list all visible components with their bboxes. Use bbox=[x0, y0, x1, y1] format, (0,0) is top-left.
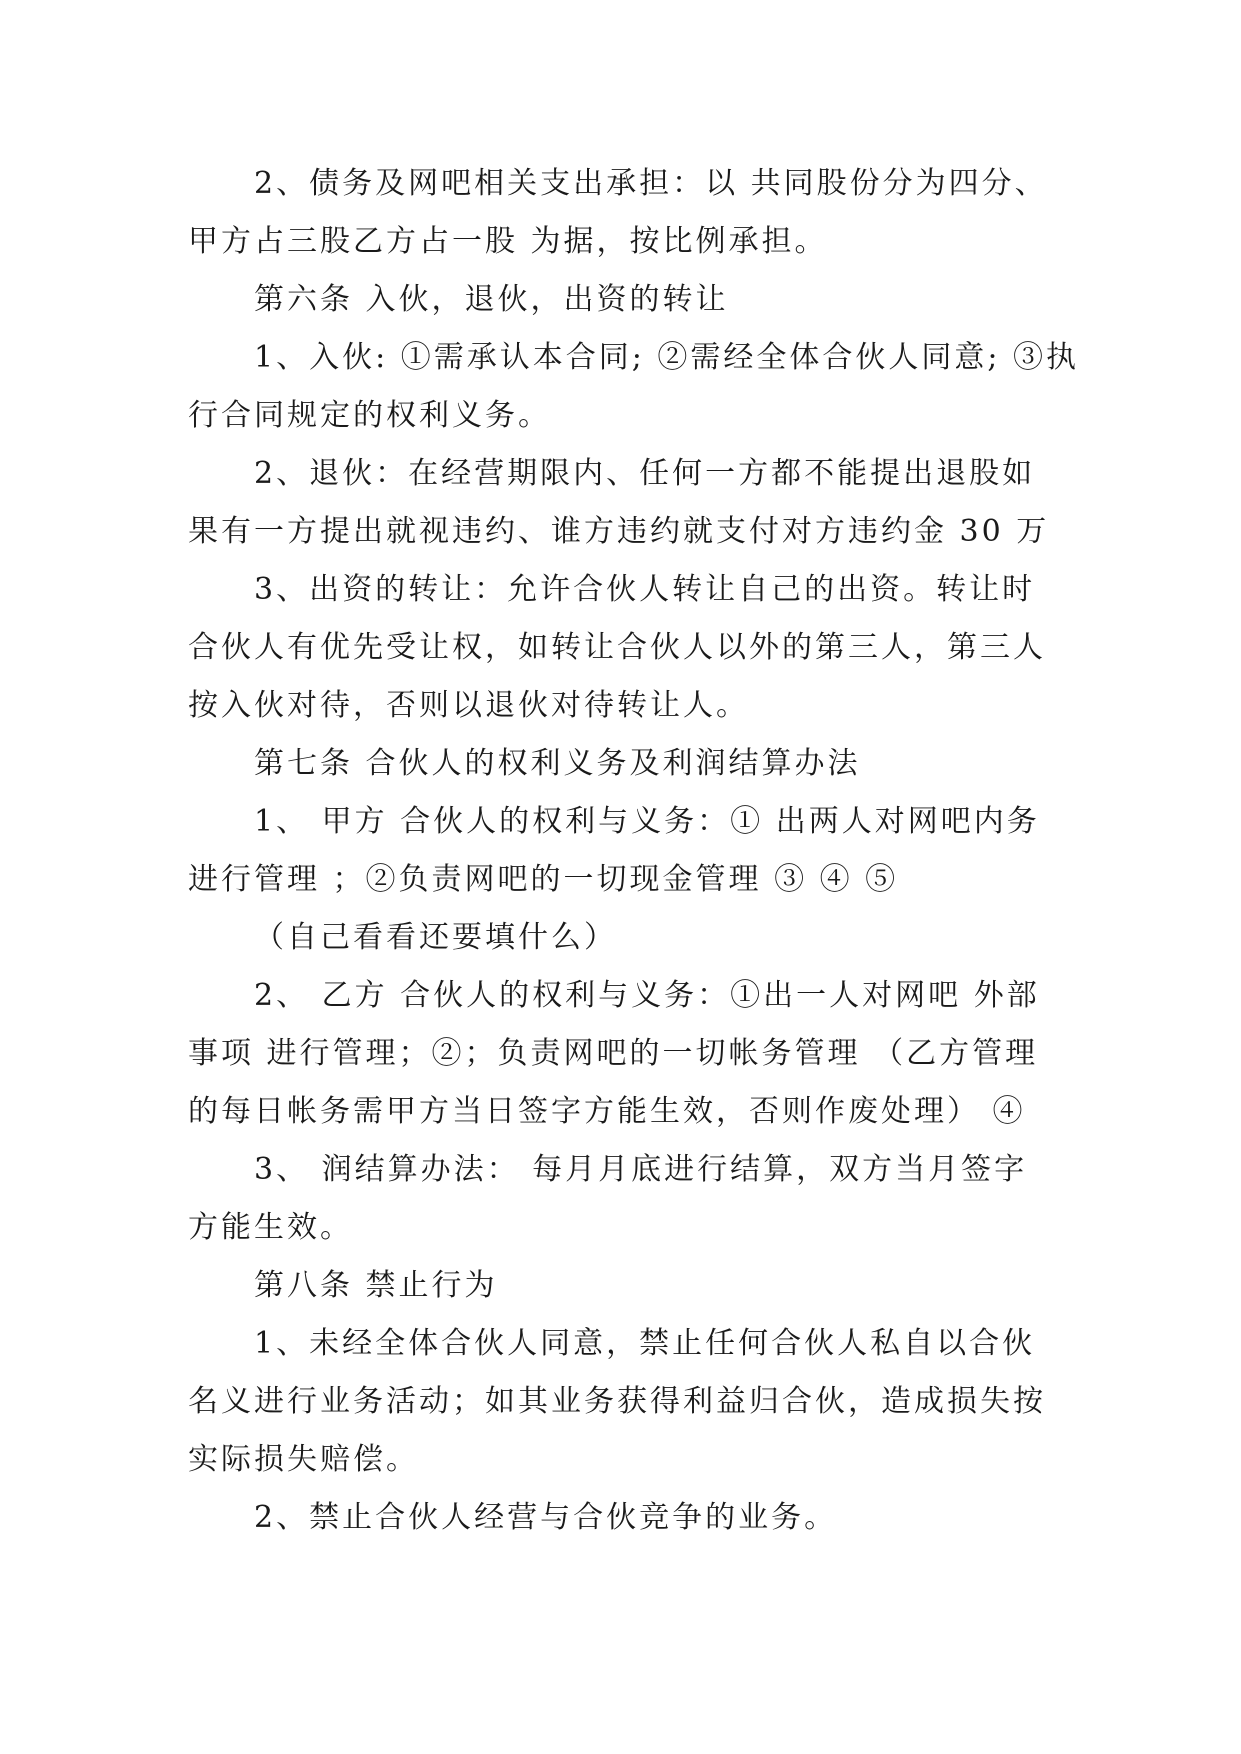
text-line-24: 2、禁止合伙人经营与合伙竞争的业务。 bbox=[254, 1500, 838, 1535]
text-line-2: 甲方占三股乙方占一股 为据，按比例承担。 bbox=[188, 224, 828, 259]
text-line-15: 2、 乙方 合伙人的权利与义务：①出一人对网吧 外部 bbox=[254, 978, 1040, 1013]
text-line-19: 方能生效。 bbox=[188, 1210, 353, 1245]
text-line-6: 2、退伙：在经营期限内、任何一方都不能提出退股如 bbox=[254, 456, 1036, 491]
text-line-21: 1、未经全体合伙人同意，禁止任何合伙人私自以合伙 bbox=[254, 1326, 1036, 1361]
section-heading-6: 第六条 入伙，退伙，出资的转让 bbox=[254, 282, 729, 317]
text-line-18: 3、 润结算办法： 每月月底进行结算，双方当月签字 bbox=[254, 1152, 1028, 1187]
text-line-7: 果有一方提出就视违约、谁方违约就支付对方违约金 30 万 bbox=[188, 514, 1050, 549]
text-line-14: （自己看看还要填什么） bbox=[254, 920, 617, 955]
text-line-9: 合伙人有优先受让权，如转让合伙人以外的第三人，第三人 bbox=[188, 630, 1046, 665]
text-line-5: 行合同规定的权利义务。 bbox=[188, 398, 551, 433]
text-line-8: 3、出资的转让：允许合伙人转让自己的出资。转让时 bbox=[254, 572, 1036, 607]
text-line-22: 名义进行业务活动；如其业务获得利益归合伙，造成损失按 bbox=[188, 1384, 1046, 1419]
text-line-16: 事项 进行管理；②；负责网吧的一切帐务管理 （乙方管理 bbox=[188, 1036, 1039, 1071]
text-line-10: 按入伙对待，否则以退伙对待转让人。 bbox=[188, 688, 749, 723]
text-line-17: 的每日帐务需甲方当日签字方能生效，否则作废处理） ④ bbox=[188, 1094, 1026, 1129]
text-line-1: 2、债务及网吧相关支出承担：以 共同股份分为四分、 bbox=[254, 166, 1048, 201]
text-line-13: 进行管理 ；②负责网吧的一切现金管理 ③ ④ ⑤ bbox=[188, 862, 899, 897]
text-line-4: 1、入伙: ①需承认本合同; ②需经全体合伙人同意; ③执 bbox=[254, 340, 1080, 375]
section-heading-8: 第八条 禁止行为 bbox=[254, 1268, 498, 1303]
section-heading-7: 第七条 合伙人的权利义务及利润结算办法 bbox=[254, 746, 861, 781]
text-line-23: 实际损失赔偿。 bbox=[188, 1442, 419, 1477]
text-line-12: 1、 甲方 合伙人的权利与义务：① 出两人对网吧内务 bbox=[254, 804, 1040, 839]
